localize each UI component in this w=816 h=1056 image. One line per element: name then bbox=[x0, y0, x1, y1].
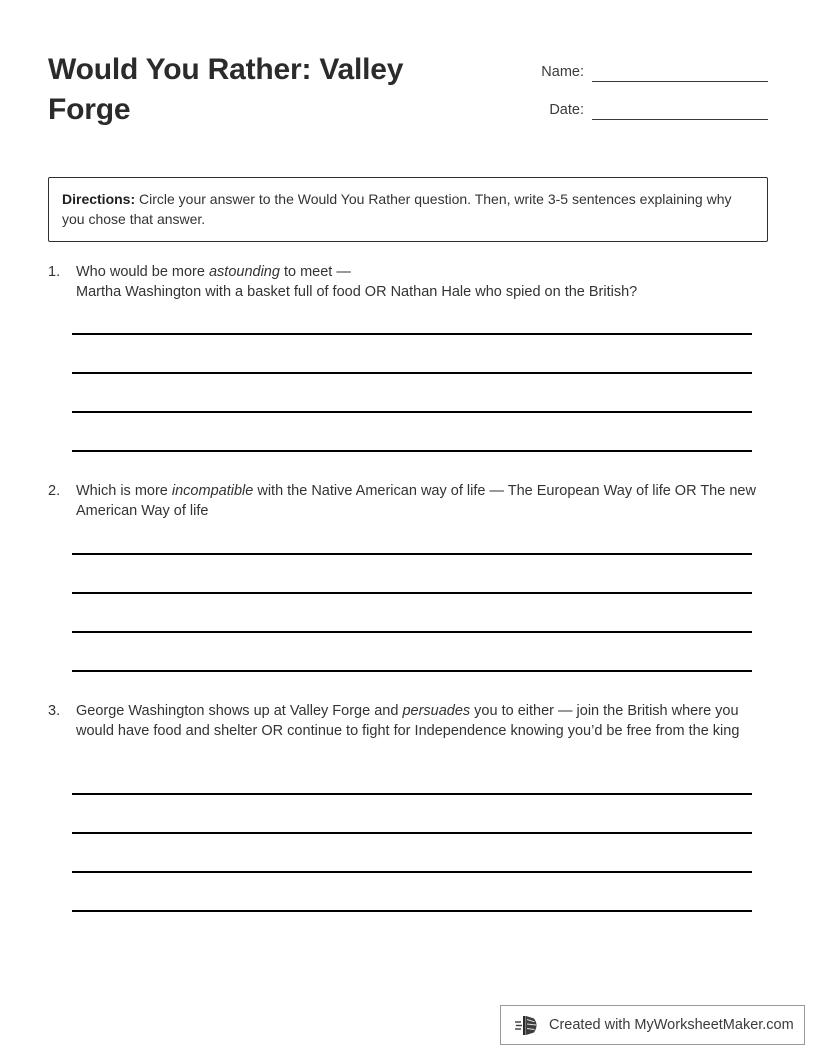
answer-line[interactable] bbox=[72, 592, 752, 594]
question-1-number: 1. bbox=[48, 264, 61, 280]
name-input[interactable] bbox=[592, 65, 768, 82]
answer-line[interactable] bbox=[72, 372, 752, 374]
answer-line[interactable] bbox=[72, 553, 752, 555]
name-field-row bbox=[532, 52, 768, 82]
question-2-emphasis: incompatible bbox=[171, 483, 254, 499]
question-2-row bbox=[48, 482, 768, 521]
question-1-text-part2: to meet — bbox=[279, 264, 351, 280]
answer-line[interactable] bbox=[72, 832, 752, 834]
question-1-text-part1: Who would be more bbox=[76, 264, 209, 280]
question-3 bbox=[48, 702, 768, 741]
answer-line[interactable] bbox=[72, 450, 752, 452]
answer-line[interactable] bbox=[72, 871, 752, 873]
question-3-row bbox=[48, 702, 768, 741]
answer-line[interactable] bbox=[72, 910, 752, 912]
created-with-badge[interactable] bbox=[500, 1005, 805, 1045]
question-2-number: 2. bbox=[48, 483, 61, 499]
question-2 bbox=[48, 482, 768, 521]
question-1-text bbox=[76, 263, 768, 302]
question-2-text-part2: with the Native American way of life — The European Way of life OR The new American Way of life bbox=[76, 483, 756, 519]
question-1-emphasis: astounding bbox=[208, 264, 280, 280]
answer-line[interactable] bbox=[72, 793, 752, 795]
directions-label: Directions: bbox=[62, 191, 136, 207]
date-input[interactable] bbox=[592, 103, 768, 120]
question-3-emphasis: persuades bbox=[402, 703, 471, 719]
date-label: Date: bbox=[549, 102, 584, 118]
date-field-row bbox=[532, 90, 768, 120]
question-2-answer-lines bbox=[72, 553, 752, 672]
question-1-answer-lines bbox=[72, 333, 752, 452]
question-3-number: 3. bbox=[48, 703, 61, 719]
directions-text: Circle your answer to the Would You Rather question. Then, write 3-5 sentences explaining why you chose that answer. bbox=[62, 191, 732, 227]
worksheet-maker-logo-icon bbox=[515, 1013, 541, 1037]
question-3-answer-lines bbox=[72, 793, 752, 912]
question-3-text-part1: George Washington shows up at Valley Forge and bbox=[76, 703, 403, 719]
page-header bbox=[48, 44, 768, 130]
answer-line[interactable] bbox=[72, 333, 752, 335]
question-2-text-part1: Which is more bbox=[76, 483, 172, 499]
answer-line[interactable] bbox=[72, 670, 752, 672]
directions-box bbox=[48, 177, 768, 242]
student-info-block bbox=[532, 44, 768, 128]
page-title: Would You Rather: Valley Forge bbox=[48, 53, 404, 126]
name-label: Name: bbox=[541, 64, 584, 80]
answer-line[interactable] bbox=[72, 631, 752, 633]
question-2-text bbox=[76, 482, 768, 521]
question-3-text-part2: you to either — join the British where you would have food and shelter OR continue to fight for Independence knowing you’d be free from the king bbox=[76, 703, 740, 739]
question-3-text bbox=[76, 702, 768, 741]
badge-label: Created with MyWorksheetMaker.com bbox=[549, 1017, 794, 1033]
answer-line[interactable] bbox=[72, 411, 752, 413]
question-1-row bbox=[48, 263, 768, 302]
question-1-text-part3: Martha Washington with a basket full of food OR Nathan Hale who spied on the British? bbox=[76, 283, 638, 300]
question-1 bbox=[48, 263, 768, 302]
